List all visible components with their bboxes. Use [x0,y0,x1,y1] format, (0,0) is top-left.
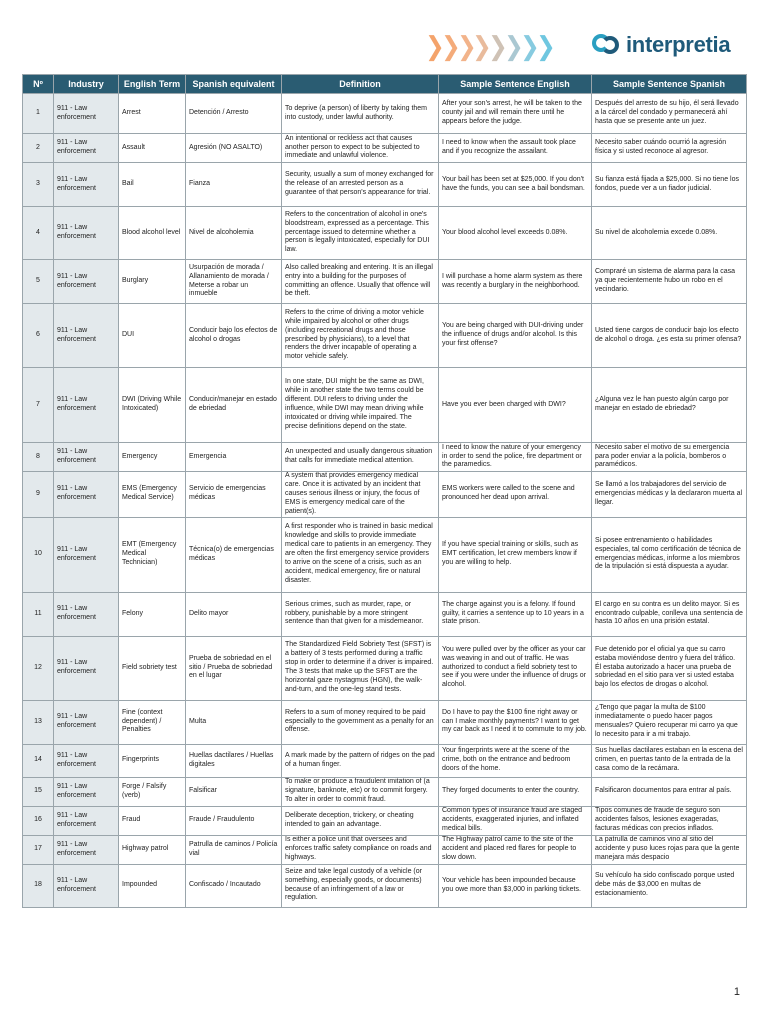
cell-number: 9 [23,472,54,518]
cell-number: 13 [23,700,54,744]
cell-sample-spanish: Necesito saber el motivo de su emergencia para poder enviar a la policía, bomberos o paramédicos. [592,443,747,472]
cell-definition: Is either a police unit that oversees and enforces traffic safety compliance on roads and highways. [282,835,439,864]
cell-definition: A mark made by the pattern of ridges on the pad of a human finger. [282,744,439,777]
chevron-right-icon: ❯ [472,32,493,62]
cell-english-term: Blood alcohol level [119,207,186,260]
cell-definition: A first responder who is trained in basic medical knowledge and skills to provide immediate medical care to patients in an emergency. They are often the first emergency service providers to arrive on the scene of a crisis, such as an accident, medical emergency, fire or natural disaster. [282,517,439,592]
table-row [23,777,747,806]
cell-sample-english: EMS workers were called to the scene and pronounced her dead upon arrival. [439,472,592,518]
cell-spanish-equivalent: Usurpación de morada / Allanamiento de morada / Meterse a robar un inmueble [186,260,282,304]
cell-spanish-equivalent: Falsificar [186,777,282,806]
chevron-right-icon: ❯ [535,32,556,62]
cell-industry: 911 - Law enforcement [54,472,119,518]
table-row [23,517,747,592]
cell-definition: To make or produce a fraudulent imitation of (a signature, banknote, etc) or to commit forgery. To alter in order to commit fraud. [282,777,439,806]
cell-spanish-equivalent: Patrulla de caminos / Policía vial [186,835,282,864]
cell-number: 1 [23,94,54,134]
cell-number: 8 [23,443,54,472]
table-row [23,368,747,443]
cell-number: 10 [23,517,54,592]
cell-english-term: Fraud [119,806,186,835]
cell-english-term: Highway patrol [119,835,186,864]
cell-english-term: Arrest [119,94,186,134]
table-row [23,134,747,163]
cell-definition: An unexpected and usually dangerous situation that calls for immediate medical attention. [282,443,439,472]
cell-sample-english: The Highway patrol came to the site of the accident and placed red flares for people to slow down. [439,835,592,864]
table-row [23,700,747,744]
cell-sample-english: Do I have to pay the $100 fine right away or can I make monthly payments? I want to get my car back as I need it to commute to my job. [439,700,592,744]
cell-definition: Refers to the concentration of alcohol in one's bloodstream, expressed as a percentage. This percentage issued to determine whether a person is legally intoxicated, especially for DUI law. [282,207,439,260]
table-row [23,94,747,134]
cell-definition: An intentional or reckless act that causes another person to expect to be subjected to immediate and unlawful violence. [282,134,439,163]
cell-definition: Security, usually a sum of money exchanged for the release of an arrested person as a guarantee of that person's appearance for trial. [282,163,439,207]
cell-industry: 911 - Law enforcement [54,700,119,744]
cell-spanish-equivalent: Agresión (NO ASALTO) [186,134,282,163]
cell-sample-spanish: Tipos comunes de fraude de seguro son accidentes falsos, lesiones exageradas, facturas médicas con precios inflados. [592,806,747,835]
cell-sample-english: I need to know the nature of your emergency in order to send the police, fire department or the paramedics. [439,443,592,472]
chevron-right-icon: ❯ [488,32,508,62]
cell-number: 2 [23,134,54,163]
cell-sample-english: They forged documents to enter the country. [439,777,592,806]
cell-spanish-equivalent: Fianza [186,163,282,207]
header-sample-spanish: Sample Sentence Spanish [592,75,747,94]
cell-english-term: Assault [119,134,186,163]
cell-spanish-equivalent: Delito mayor [186,592,282,636]
header-english-term: English Term [119,75,186,94]
cell-spanish-equivalent: Multa [186,700,282,744]
table-row [23,835,747,864]
cell-industry: 911 - Law enforcement [54,636,119,700]
table-row [23,472,747,518]
cell-definition: The Standardized Field Sobriety Test (SFST) is a battery of 3 tests performed during a traffic stop in order to determine if a driver is impaired. The 3 tests that make up the SFST are the horizontal gaze nystagmus (HGN), the walk-and-turn, and the one-leg stand tests. [282,636,439,700]
cell-industry: 911 - Law enforcement [54,592,119,636]
cell-sample-english: Your bail has been set at $25,000. If you don't have the funds, you can see a bail bondsman. [439,163,592,207]
cell-spanish-equivalent: Prueba de sobriedad en el sitio / Prueba de sobriedad en el lugar [186,636,282,700]
cell-sample-english: I will purchase a home alarm system as there was recently a burglary in the neighborhood. [439,260,592,304]
cell-sample-english: Common types of insurance fraud are staged accidents, exaggerated injuries, and inflated medical bills. [439,806,592,835]
table-row [23,163,747,207]
cell-sample-spanish: Fue detenido por el oficial ya que su carro estaba moviéndose dentro y fuera del tráfico. Él estaba autorizado a hacer una prueba de sobriedad en el sitio para ver si usted estaba bajo los efectos de drogas o alcohol. [592,636,747,700]
table-header [23,75,747,94]
cell-sample-english: You are being charged with DUI-driving under the influence of drugs and/or alcohol. Is this your first offense? [439,304,592,368]
cell-english-term: DUI [119,304,186,368]
cell-english-term: Fingerprints [119,744,186,777]
cell-industry: 911 - Law enforcement [54,163,119,207]
cell-english-term: Bail [119,163,186,207]
cell-sample-spanish: Falsificaron documentos para entrar al país. [592,777,747,806]
table-body [23,94,747,908]
cell-english-term: Impounded [119,864,186,907]
cell-spanish-equivalent: Huellas dactilares / Huellas digitales [186,744,282,777]
logo-text: interpretia [626,32,731,57]
cell-spanish-equivalent: Emergencia [186,443,282,472]
cell-english-term: Fine (context dependent) / Penalties [119,700,186,744]
cell-industry: 911 - Law enforcement [54,806,119,835]
cell-english-term: Emergency [119,443,186,472]
cell-number: 7 [23,368,54,443]
cell-industry: 911 - Law enforcement [54,864,119,907]
cell-sample-spanish: Su vehículo ha sido confiscado porque usted debe más de $3,000 en multas de estacionamiento. [592,864,747,907]
table-row [23,864,747,907]
cell-industry: 911 - Law enforcement [54,260,119,304]
cell-number: 14 [23,744,54,777]
cell-spanish-equivalent: Confiscado / Incautado [186,864,282,907]
cell-industry: 911 - Law enforcement [54,777,119,806]
cell-number: 16 [23,806,54,835]
cell-sample-spanish: El cargo en su contra es un delito mayor. Si es encontrado culpable, conlleva una sentencia de hasta 10 años en una prisión estatal. [592,592,747,636]
cell-number: 3 [23,163,54,207]
cell-english-term: DWI (Driving While Intoxicated) [119,368,186,443]
cell-definition: In one state, DUI might be the same as DWI, while in another state the two terms could be different. DUI refers to driving under the influence, while DWI may mean driving while intoxicated or driving while impaired. The precise definitions depend on the state. [282,368,439,443]
cell-english-term: Burglary [119,260,186,304]
cell-spanish-equivalent: Conducir/manejar en estado de ebriedad [186,368,282,443]
cell-spanish-equivalent: Servicio de emergencias médicas [186,472,282,518]
cell-english-term: Field sobriety test [119,636,186,700]
cell-sample-english: Your fingerprints were at the scene of the crime, both on the entrance and bedroom doors of the home. [439,744,592,777]
table-row [23,304,747,368]
cell-number: 6 [23,304,54,368]
glossary-table [22,74,747,908]
cell-english-term: EMS (Emergency Medical Service) [119,472,186,518]
cell-sample-english: If you have special training or skills, such as EMT certification, let crew members know if you are willing to help. [439,517,592,592]
cell-sample-english: Your vehicle has been impounded because you owe more than $3,000 in parking tickets. [439,864,592,907]
chevron-right-icon: ❯ [456,32,477,62]
cell-definition: Seize and take legal custody of a vehicle (or something, especially goods, or documents) because of an infringement of a law or regulation. [282,864,439,907]
page-number: 1 [733,986,740,998]
cell-number: 12 [23,636,54,700]
chevron-right-icon: ❯ [440,32,461,62]
cell-sample-english: Have you ever been charged with DWI? [439,368,592,443]
table-row [23,260,747,304]
cell-spanish-equivalent: Fraude / Fraudulento [186,806,282,835]
table-row [23,806,747,835]
cell-spanish-equivalent: Nivel de alcoholemia [186,207,282,260]
cell-industry: 911 - Law enforcement [54,443,119,472]
cell-industry: 911 - Law enforcement [54,744,119,777]
cell-spanish-equivalent: Conducir bajo los efectos de alcohol o drogas [186,304,282,368]
table-row [23,744,747,777]
header-industry: Industry [54,75,119,94]
chevron-right-icon: ❯ [519,32,540,62]
interpretia-logo [592,32,730,58]
cell-sample-spanish: Compraré un sistema de alarma para la casa ya que recientemente hubo un robo en el vecindario. [592,260,747,304]
cell-sample-spanish: Usted tiene cargos de conducir bajo los efecto de alcohol o droga. ¿es esta su primer ofensa? [592,304,747,368]
decorative-chevrons [424,32,556,62]
cell-definition: Refers to a sum of money required to be paid especially to the government as a penalty for an offense. [282,700,439,744]
header-definition: Definition [282,75,439,94]
cell-sample-english: Your blood alcohol level exceeds 0.08%. [439,207,592,260]
table-row [23,207,747,260]
cell-industry: 911 - Law enforcement [54,517,119,592]
cell-industry: 911 - Law enforcement [54,94,119,134]
cell-sample-spanish: Su fianza está fijada a $25,000. Si no tiene los fondos, puede ver a un fiador judicial. [592,163,747,207]
cell-english-term: Felony [119,592,186,636]
header-spanish-equivalent: Spanish equivalent [186,75,282,94]
cell-sample-spanish: Después del arresto de su hijo, él será llevado a la cárcel del condado y permanecerá ahí hasta que se presente ante un juez. [592,94,747,134]
cell-sample-spanish: Si posee entrenamiento o habilidades especiales, tal como certificación de técnica de emergencias médicas, informe a los miembros de la tripulación si está dispuesta a ayudar. [592,517,747,592]
chevron-right-icon: ❯ [504,32,524,62]
cell-industry: 911 - Law enforcement [54,207,119,260]
header-sample-english: Sample Sentence English [439,75,592,94]
cell-number: 15 [23,777,54,806]
cell-sample-spanish: ¿Alguna vez le han puesto algún cargo por manejar en estado de ebriedad? [592,368,747,443]
cell-industry: 911 - Law enforcement [54,134,119,163]
cell-definition: Refers to the crime of driving a motor vehicle while impaired by alcohol or other drugs (including recreational drugs and those prescribed by physicians), to a level that renders the driver incapable of operating a motor vehicle safely. [282,304,439,368]
cell-sample-english: The charge against you is a felony. If found guilty, it carries a sentence up to 10 years in a state prison. [439,592,592,636]
cell-english-term: Forge / Falsify (verb) [119,777,186,806]
cell-sample-spanish: ¿Tengo que pagar la multa de $100 inmediatamente o puedo hacer pagos mensuales? Quiero recuperar mi carro ya que lo necesito para ir a mi trabajo. [592,700,747,744]
cell-sample-spanish: La patrulla de caminos vino al sitio del accidente y puso luces rojas para que la gente manejara más despacio [592,835,747,864]
cell-definition: Serious crimes, such as murder, rape, or robbery, punishable by a more stringent sentence than that given for a misdemeanor. [282,592,439,636]
chevron-right-icon: ❯ [425,32,445,62]
cell-sample-english: I need to know when the assault took place and if you recognize the assailant. [439,134,592,163]
cell-sample-spanish: Su nivel de alcoholemia excede 0.08%. [592,207,747,260]
cell-sample-english: After your son's arrest, he will be taken to the county jail and will remain there until he appears before the judge. [439,94,592,134]
table-row [23,443,747,472]
table-row [23,592,747,636]
cell-definition: A system that provides emergency medical care. Once it is activated by an incident that causes serious illness or injury, the focus of EMS is emergency medical care of the patient(s). [282,472,439,518]
cell-definition: Deliberate deception, trickery, or cheating intended to gain an advantage. [282,806,439,835]
cell-spanish-equivalent: Detención / Arresto [186,94,282,134]
cell-sample-spanish: Necesito saber cuándo ocurrió la agresión física y si usted reconoce al agresor. [592,134,747,163]
cell-industry: 911 - Law enforcement [54,835,119,864]
logo-mark-icon [592,32,622,58]
cell-industry: 911 - Law enforcement [54,304,119,368]
cell-number: 18 [23,864,54,907]
cell-number: 5 [23,260,54,304]
header-number: Nº [23,75,54,94]
cell-definition: Also called breaking and entering. It is an illegal entry into a building for the purposes of committing an offence. Usually that offence will be theft. [282,260,439,304]
cell-sample-english: You were pulled over by the officer as your car was weaving in and out of traffic. He was authorized to conduct a field sobriety test to see if you were under the influence of drugs or alcohol. [439,636,592,700]
table-row [23,636,747,700]
cell-spanish-equivalent: Técnica(o) de emergencias médicas [186,517,282,592]
cell-industry: 911 - Law enforcement [54,368,119,443]
cell-number: 17 [23,835,54,864]
cell-sample-spanish: Sus huellas dactilares estaban en la escena del crimen, en puertas tanto de la entrada de la casa como de la recámara. [592,744,747,777]
cell-sample-spanish: Se llamó a los trabajadores del servicio de emergencias médicas y la declararon muerta al llegar. [592,472,747,518]
cell-number: 11 [23,592,54,636]
cell-english-term: EMT (Emergency Medical Technician) [119,517,186,592]
cell-definition: To deprive (a person) of liberty by taking them into custody, under lawful authority. [282,94,439,134]
cell-number: 4 [23,207,54,260]
